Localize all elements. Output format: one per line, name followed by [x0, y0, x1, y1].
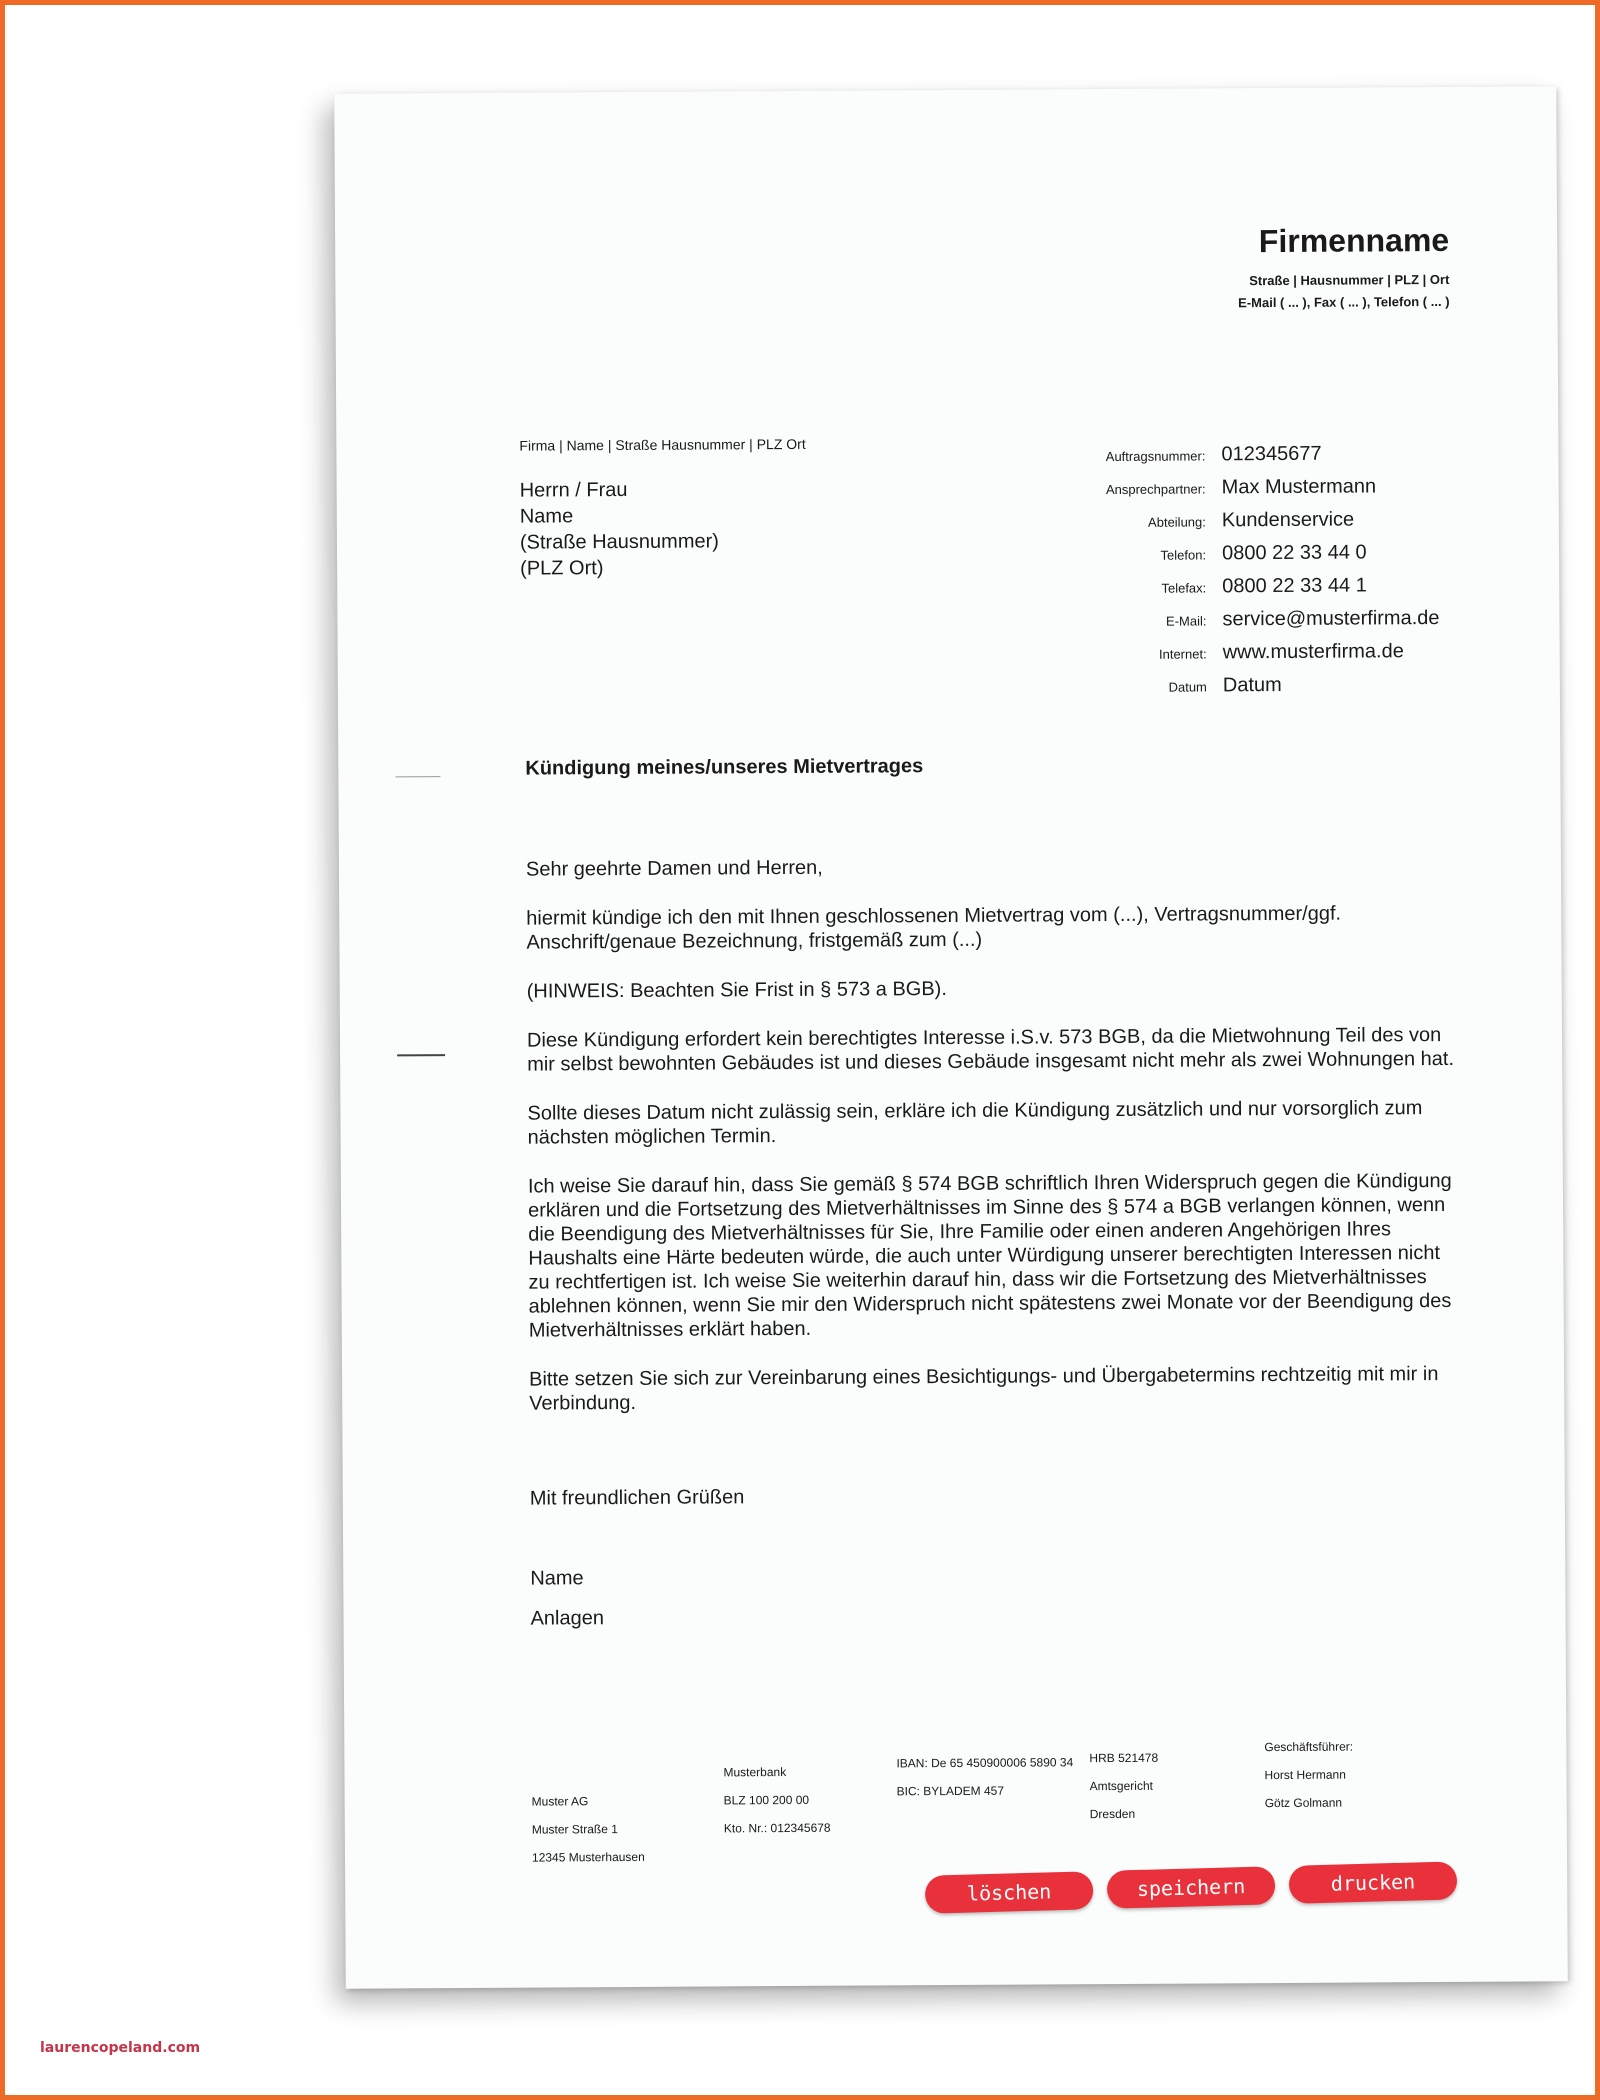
info-row-website [1052, 640, 1452, 675]
footer-iban [896, 1748, 1073, 1805]
watermark-text: laurencopeland.com [40, 2040, 201, 2056]
recipient-address [520, 476, 720, 581]
recipient-city: (PLZ Ort) [520, 557, 604, 580]
footer-text: Horst Hermann [1264, 1767, 1346, 1783]
info-label: Datum [1168, 679, 1207, 695]
info-label: Telefon: [1160, 547, 1207, 563]
footer-management [1264, 1733, 1353, 1818]
footer-text: IBAN: De 65 450900006 5890 34 [896, 1755, 1074, 1771]
footer-text: Geschäftsführer: [1264, 1739, 1354, 1755]
footer-text: BLZ 100 200 00 [723, 1792, 810, 1808]
info-value: Max Mustermann [1221, 475, 1377, 499]
info-label: Auftragsnummer: [1105, 448, 1206, 465]
footer-company [532, 1787, 645, 1872]
info-row-contact-person [1051, 475, 1451, 510]
body-paragraph: Diese Kündigung erfordert kein berechtigtes Interesse i.S.v. 573 BGB, da die Mietwohnung Teil des von mir selbst bewohnten Gebäudes ist und dieses Gebäude insgesamt nicht mehr als zwei Wohnungen hat. [526, 1024, 1455, 1076]
company-address-line: Straße | Hausnummer | PLZ | Ort [1249, 271, 1450, 289]
info-row-order-number [1050, 442, 1450, 477]
company-contact-line: E-Mail ( ... ), Fax ( ... ), Telefon ( ... ) [1238, 293, 1450, 311]
footer-text: 12345 Musterhausen [531, 1849, 645, 1865]
info-value: Kundenservice [1221, 508, 1355, 532]
letter-page [334, 86, 1568, 1988]
body-paragraph: Ich weise Sie darauf hin, dass Sie gemäß § 574 BGB schriftlich Ihren Widerspruch gegen die Kündigung erklären und die Fortsetzung des Mietverhältnisses im Sinne des § 574 a BGB verlangen können, wenn die Beendigung des Mietverhältnisses für Sie, Ihre Familie oder einen anderen Angehörigen Ihres Haushalts eine Härte bedeuten würde, die auch unter Würdigung unserer berechtigten Interessen nicht zu rechtfertigen ist. Ich weise Sie weiterhin darauf hin, dass wir die Fortsetzung des Mietverhältnisses ablehnen können, wenn Sie mir den Widerspruch nicht spätestens zwei Monate vor der Beendigung des Mietverhältnisses erklärt haben. [527, 1169, 1452, 1342]
footer-text: Muster AG [531, 1794, 589, 1809]
info-row-email [1051, 607, 1451, 642]
body-paragraph: (HINWEIS: Beachten Sie Frist in § 573 a BGB). [526, 978, 947, 1003]
body-paragraph: Bitte setzen Sie sich zur Vereinbarung eines Besichtigungs- und Übergabetermins rechtzeitig mit mir in Verbindung. [529, 1363, 1439, 1415]
attachments-label: Anlagen [530, 1607, 605, 1630]
print-button[interactable]: drucken [1289, 1861, 1458, 1904]
footer-register [1089, 1744, 1158, 1828]
info-label: Ansprechpartner: [1105, 481, 1206, 498]
info-label: Telefax: [1161, 580, 1207, 596]
letter-greeting: Sehr geehrte Damen und Herren, [525, 856, 823, 881]
letter-footer [531, 1739, 1457, 1878]
footer-text: Dresden [1089, 1806, 1136, 1822]
info-value: 012345677 [1221, 442, 1322, 466]
footer-text: Amtsgericht [1089, 1778, 1153, 1794]
info-label: Abteilung: [1147, 514, 1206, 530]
info-row-phone [1051, 541, 1451, 576]
footer-text: BIC: BYLADEM 457 [896, 1783, 1005, 1799]
info-label: Internet: [1158, 646, 1207, 662]
signature-name: Name [530, 1567, 584, 1590]
letter-closing: Mit freundlichen Grüßen [529, 1486, 745, 1510]
letter-subject: Kündigung meines/unseres Mietvertrages [525, 755, 924, 780]
info-value: www.musterfirma.de [1222, 640, 1404, 664]
punch-mark [397, 1054, 445, 1056]
company-name: Firmenname [1258, 221, 1450, 260]
footer-text: Kto. Nr.: 012345678 [723, 1820, 831, 1836]
letter-body [526, 852, 1460, 1441]
footer-text: HRB 521478 [1089, 1750, 1159, 1766]
info-value: service@musterfirma.de [1222, 607, 1440, 631]
info-row-fax [1051, 574, 1451, 609]
info-value: 0800 22 33 44 0 [1221, 541, 1367, 565]
recipient-name: Name [519, 505, 574, 528]
save-button[interactable]: speichern [1107, 1866, 1276, 1909]
info-value: Datum [1222, 673, 1282, 697]
sender-return-line: Firma | Name | Straße Hausnummer | PLZ Ort [519, 435, 806, 454]
delete-button[interactable]: löschen [925, 1871, 1094, 1914]
footer-text: Muster Straße 1 [531, 1822, 618, 1837]
body-paragraph: Sollte dieses Datum nicht zulässig sein, erkläre ich die Kündigung zusätzlich und nur vorsorglich zum nächsten möglichen Termin. [527, 1097, 1423, 1149]
info-row-department [1051, 508, 1451, 543]
info-label: E-Mail: [1165, 613, 1207, 629]
recipient-street: (Straße Hausnummer) [519, 530, 719, 554]
info-row-date [1052, 673, 1452, 708]
body-paragraph: hiermit kündige ich den mit Ihnen geschlossenen Mietvertrag vom (...), Vertragsnummer/ggf. Anschrift/genaue Bezeichnung, fristgemäß zum (...) [526, 902, 1342, 954]
recipient-salutation: Herrn / Frau [519, 478, 628, 502]
footer-text: Götz Golmann [1264, 1795, 1343, 1811]
footer-bank [723, 1758, 830, 1843]
info-block [1050, 442, 1452, 708]
footer-text: Musterbank [723, 1765, 787, 1780]
fold-mark [395, 776, 440, 777]
info-value: 0800 22 33 44 1 [1222, 574, 1367, 598]
